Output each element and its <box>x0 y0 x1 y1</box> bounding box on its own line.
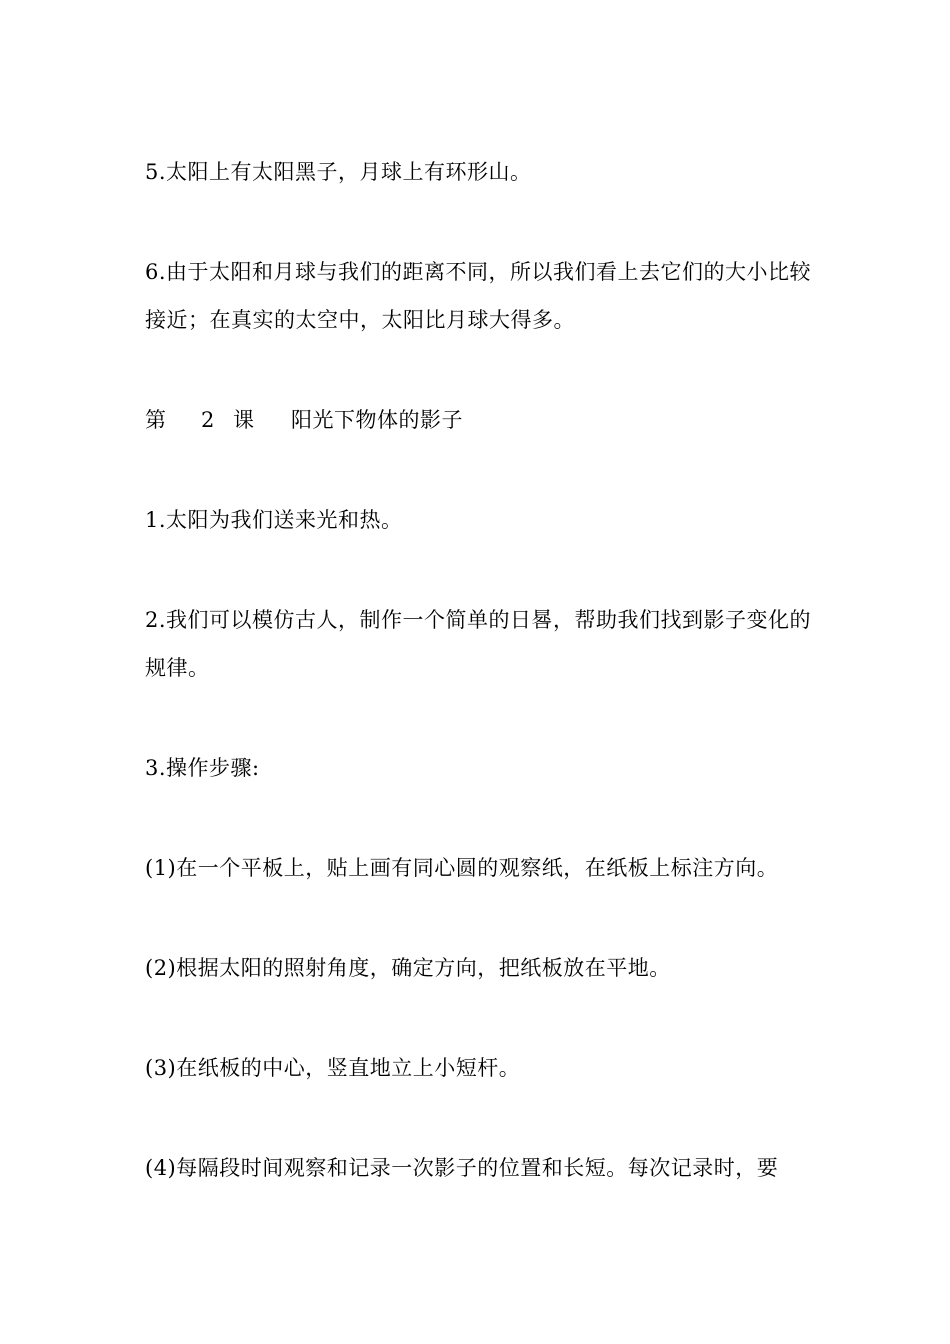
lesson-heading-title: 阳光下物体的影子 <box>291 408 463 432</box>
step-4: (4)每隔段时间观察和记录一次影子的位置和长短。每次记录时，要 <box>145 1156 779 1180</box>
lesson-heading-prefix: 第 <box>145 408 166 432</box>
point-5-sun-moon-features: 5.太阳上有太阳黑子，月球上有环形山。 <box>145 160 532 184</box>
lesson-heading-number: 2 <box>201 408 215 432</box>
point-2-sundial: 2.我们可以模仿古人，制作一个简单的日晷，帮助我们找到影子变化的规律。 <box>145 608 812 680</box>
lesson-heading-suffix: 课 <box>233 408 254 432</box>
point-1-light-heat: 1.太阳为我们送来光和热。 <box>145 508 403 532</box>
step-3: (3)在纸板的中心，竖直地立上小短杆。 <box>145 1056 521 1080</box>
point-3-steps-label: 3.操作步骤: <box>145 756 260 780</box>
step-1: (1)在一个平板上，贴上画有同心圆的观察纸，在纸板上标注方向。 <box>145 856 779 880</box>
step-2: (2)根据太阳的照射角度，确定方向，把纸板放在平地。 <box>145 956 671 980</box>
point-6-sun-moon-size: 6.由于太阳和月球与我们的距离不同，所以我们看上去它们的大小比较接近；在真实的太空中，太阳比月球大得多。 <box>145 260 812 332</box>
